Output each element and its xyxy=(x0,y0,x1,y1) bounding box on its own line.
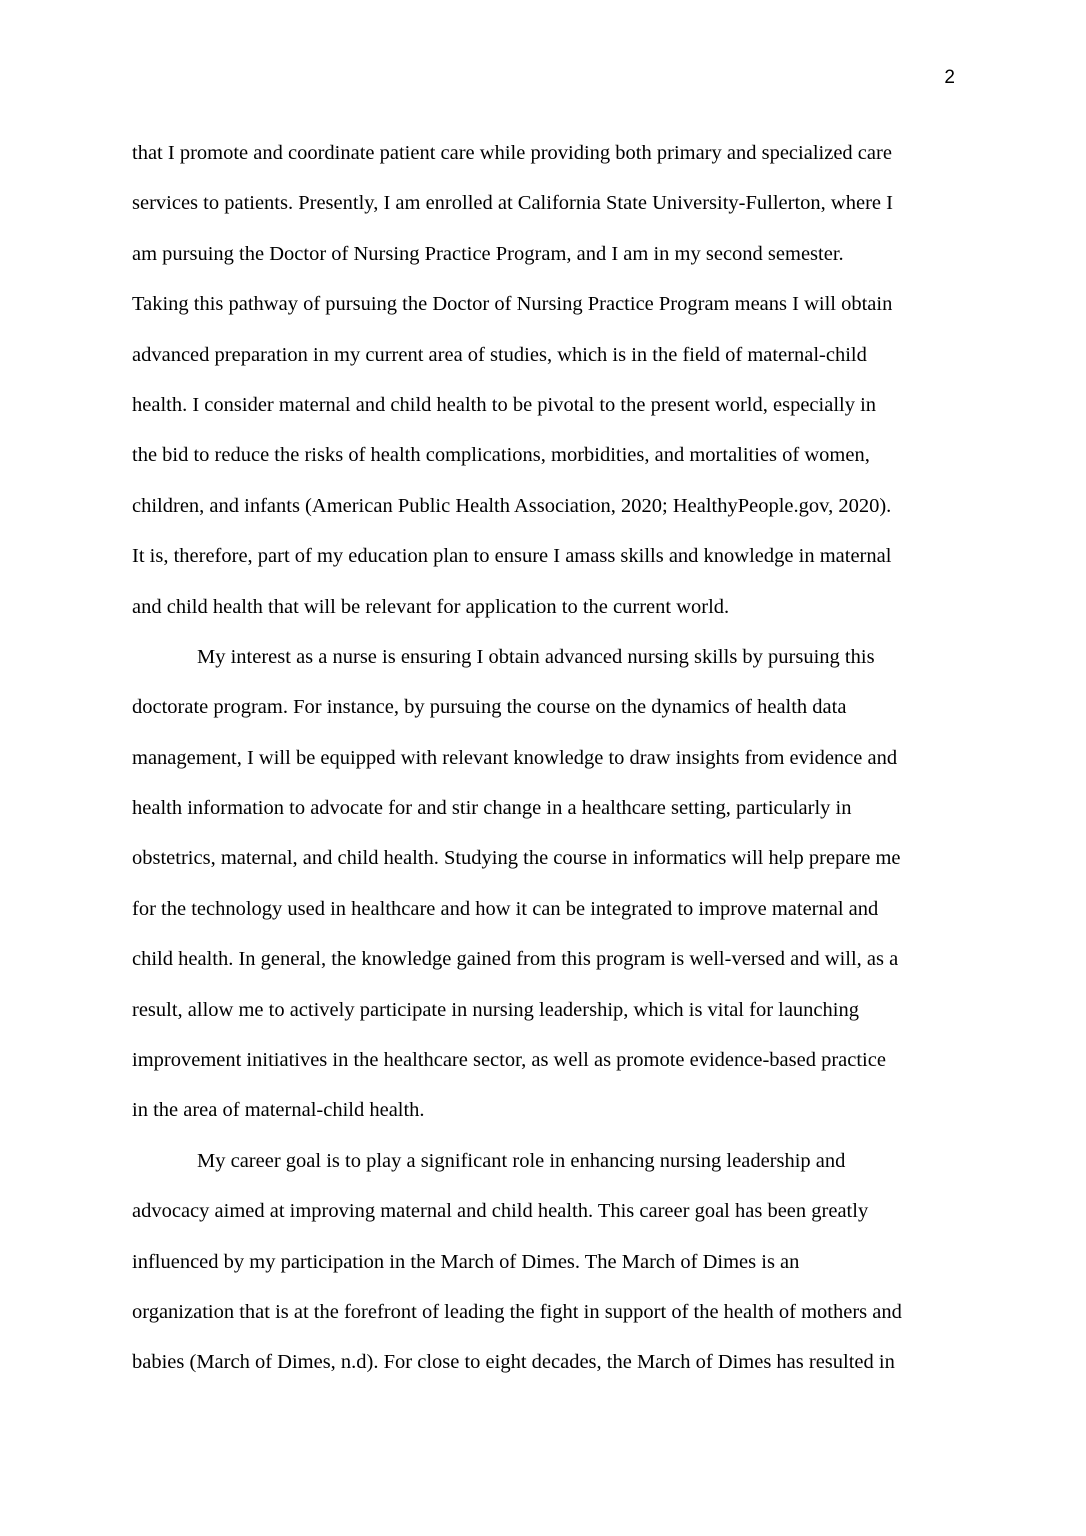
page-number: 2 xyxy=(944,67,955,88)
text-line: organization that is at the forefront of leading the fight in support of the health of mothers and xyxy=(132,1300,902,1323)
text-line: influenced by my participation in the March of Dimes. The March of Dimes is an xyxy=(132,1250,800,1273)
text-line: for the technology used in healthcare and how it can be integrated to improve maternal and xyxy=(132,897,879,920)
paragraph-first-line: My interest as a nurse is ensuring I obtain advanced nursing skills by pursuing this xyxy=(197,645,875,668)
text-line: improvement initiatives in the healthcare sector, as well as promote evidence-based practice xyxy=(132,1049,886,1072)
paragraph-first-line: My career goal is to play a significant role in enhancing nursing leadership and xyxy=(197,1149,846,1172)
text-line: management, I will be equipped with relevant knowledge to draw insights from evidence and xyxy=(132,746,898,769)
text-line: the bid to reduce the risks of health complications, morbidities, and mortalities of women, xyxy=(132,444,870,467)
text-line: advocacy aimed at improving maternal and child health. This career goal has been greatly xyxy=(132,1200,869,1223)
text-line: obstetrics, maternal, and child health. Studying the course in informatics will help prepare me xyxy=(132,847,901,870)
text-line: advanced preparation in my current area of studies, which is in the field of maternal-child xyxy=(132,343,867,366)
text-line: result, allow me to actively participate in nursing leadership, which is vital for launching xyxy=(132,998,859,1021)
text-line: services to patients. Presently, I am enrolled at California State University-Fullerton, where I xyxy=(132,192,893,215)
text-line: in the area of maternal-child health. xyxy=(132,1099,425,1122)
text-line: babies (March of Dimes, n.d). For close to eight decades, the March of Dimes has resulted in xyxy=(132,1351,895,1374)
text-line: children, and infants (American Public Health Association, 2020; HealthyPeople.gov, 2020). xyxy=(132,494,892,517)
text-line: that I promote and coordinate patient care while providing both primary and specialized care xyxy=(132,142,892,164)
text-line: health. I consider maternal and child health to be pivotal to the present world, especially in xyxy=(132,393,877,416)
text-line: doctorate program. For instance, by pursuing the course on the dynamics of health data xyxy=(132,696,847,719)
text-line: Taking this pathway of pursuing the Doctor of Nursing Practice Program means I will obtain xyxy=(132,293,893,316)
text-line: and child health that will be relevant for application to the current world. xyxy=(132,595,730,618)
text-line: child health. In general, the knowledge gained from this program is well-versed and will, as a xyxy=(132,948,899,971)
text-line: It is, therefore, part of my education plan to ensure I amass skills and knowledge in maternal xyxy=(132,545,892,568)
text-line: health information to advocate for and stir change in a healthcare setting, particularly in xyxy=(132,797,852,820)
body-text xyxy=(132,128,954,1388)
text-line: am pursuing the Doctor of Nursing Practice Program, and I am in my second semester. xyxy=(132,242,844,265)
